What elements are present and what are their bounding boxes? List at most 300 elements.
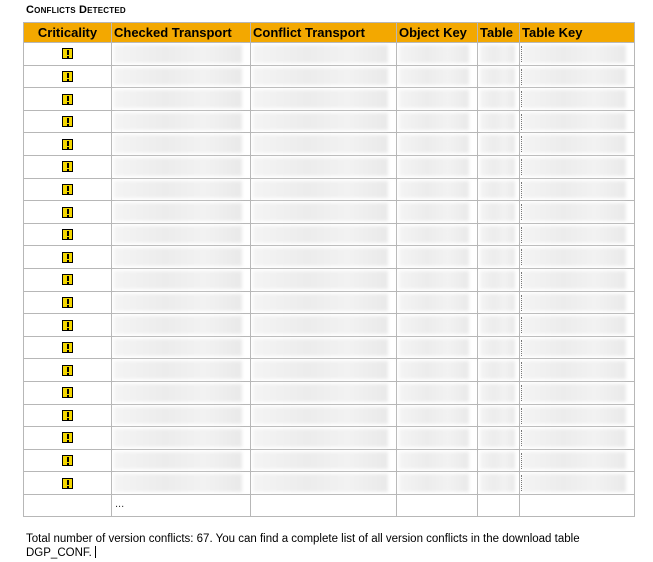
conflict-transport-cell: [251, 246, 397, 269]
object-key-cell: [397, 246, 478, 269]
empty-cell: [520, 494, 635, 517]
dotted-separator: [521, 272, 523, 288]
conflict-transport-cell: [251, 291, 397, 314]
criticality-cell: [24, 110, 112, 133]
checked-transport-cell: [112, 427, 251, 450]
table-row[interactable]: [24, 336, 635, 359]
table-header-row: [24, 23, 635, 43]
empty-cell: [24, 494, 112, 517]
redacted-value: [480, 226, 515, 244]
dotted-separator: [521, 204, 523, 220]
table-row[interactable]: [24, 314, 635, 337]
object-key-cell: [397, 427, 478, 450]
redacted-value: [253, 181, 388, 199]
criticality-cell: [24, 359, 112, 382]
criticality-cell: [24, 381, 112, 404]
object-key-cell: [397, 268, 478, 291]
dotted-separator: [521, 136, 523, 152]
conflict-transport-cell: [251, 359, 397, 382]
object-key-cell: [397, 359, 478, 382]
checked-transport-cell: [112, 449, 251, 472]
redacted-value: [114, 203, 242, 221]
table-row[interactable]: [24, 246, 635, 269]
object-key-cell: [397, 449, 478, 472]
criticality-cell: [24, 336, 112, 359]
redacted-value: [114, 181, 242, 199]
conflict-transport-cell: [251, 43, 397, 66]
redacted-value: [480, 384, 515, 402]
redacted-value: [114, 113, 242, 131]
dotted-separator: [521, 182, 523, 198]
conflict-summary: [26, 533, 616, 560]
redacted-value: [399, 294, 469, 312]
table-cell: [478, 43, 520, 66]
redacted-value: [399, 45, 469, 63]
checked-transport-cell: [112, 359, 251, 382]
criticality-cell: [24, 223, 112, 246]
column-header-table-key[interactable]: Table Key: [520, 23, 635, 43]
warning-icon: [62, 184, 73, 195]
column-header-checked-transport[interactable]: Checked Transport: [112, 23, 251, 43]
conflict-transport-cell: [251, 223, 397, 246]
object-key-cell: [397, 65, 478, 88]
criticality-cell: [24, 268, 112, 291]
table-row[interactable]: [24, 472, 635, 495]
table-cell: [478, 223, 520, 246]
redacted-value: [253, 429, 388, 447]
checked-transport-cell: [112, 246, 251, 269]
object-key-cell: [397, 223, 478, 246]
conflicts-table: [23, 22, 635, 517]
table-key-cell: [520, 201, 635, 224]
redacted-value: [522, 203, 626, 221]
table-cell: [478, 201, 520, 224]
criticality-cell: [24, 133, 112, 156]
table-cell: [478, 359, 520, 382]
table-key-cell: [520, 314, 635, 337]
checked-transport-cell: [112, 268, 251, 291]
warning-icon: [62, 297, 73, 308]
dotted-separator: [521, 114, 523, 130]
table-key-cell: [520, 336, 635, 359]
redacted-value: [480, 294, 515, 312]
checked-transport-cell: [112, 65, 251, 88]
redacted-value: [399, 113, 469, 131]
redacted-value: [253, 203, 388, 221]
redacted-value: [480, 181, 515, 199]
checked-transport-cell: [112, 472, 251, 495]
redacted-value: [399, 339, 469, 357]
redacted-value: [114, 158, 242, 176]
warning-icon: [62, 410, 73, 421]
table-row[interactable]: [24, 381, 635, 404]
conflict-transport-cell: [251, 155, 397, 178]
redacted-value: [522, 181, 626, 199]
more-rows-cell: [112, 494, 251, 517]
dotted-separator: [521, 69, 523, 85]
table-cell: [478, 427, 520, 450]
redacted-value: [253, 158, 388, 176]
redacted-value: [480, 429, 515, 447]
redacted-value: [114, 90, 242, 108]
empty-cell: [478, 494, 520, 517]
warning-icon: [62, 274, 73, 285]
redacted-value: [399, 248, 469, 266]
conflict-transport-cell: [251, 268, 397, 291]
criticality-cell: [24, 449, 112, 472]
dotted-separator: [521, 430, 523, 446]
warning-icon: [62, 71, 73, 82]
conflict-transport-cell: [251, 336, 397, 359]
criticality-cell: [24, 472, 112, 495]
redacted-value: [399, 90, 469, 108]
redacted-value: [399, 68, 469, 86]
checked-transport-cell: [112, 223, 251, 246]
redacted-value: [522, 158, 626, 176]
redacted-value: [522, 452, 626, 470]
criticality-cell: [24, 65, 112, 88]
redacted-value: [480, 248, 515, 266]
checked-transport-cell: [112, 404, 251, 427]
object-key-cell: [397, 314, 478, 337]
redacted-value: [114, 68, 242, 86]
object-key-cell: [397, 43, 478, 66]
empty-cell: [397, 494, 478, 517]
redacted-value: [114, 248, 242, 266]
redacted-value: [480, 271, 515, 289]
conflict-transport-cell: [251, 201, 397, 224]
table-cell: [478, 472, 520, 495]
redacted-value: [399, 181, 469, 199]
warning-icon: [62, 320, 73, 331]
conflict-transport-cell: [251, 404, 397, 427]
object-key-cell: [397, 155, 478, 178]
conflict-transport-cell: [251, 133, 397, 156]
object-key-cell: [397, 472, 478, 495]
redacted-value: [399, 226, 469, 244]
warning-icon: [62, 48, 73, 59]
conflict-transport-cell: [251, 472, 397, 495]
warning-icon: [62, 432, 73, 443]
conflict-transport-cell: [251, 314, 397, 337]
redacted-value: [480, 113, 515, 131]
redacted-value: [253, 339, 388, 357]
conflict-summary-text: Total number of version conflicts: 67. You can find a complete list of all version conflicts in the download table DGP_CONF.: [26, 533, 580, 559]
column-header-object-key[interactable]: Object Key: [397, 23, 478, 43]
table-cell: [478, 314, 520, 337]
table-key-cell: [520, 88, 635, 111]
conflict-transport-cell: [251, 110, 397, 133]
redacted-value: [253, 90, 388, 108]
object-key-cell: [397, 404, 478, 427]
table-key-cell: [520, 427, 635, 450]
dotted-separator: [521, 340, 523, 356]
table-row[interactable]: [24, 88, 635, 111]
table-row[interactable]: [24, 268, 635, 291]
table-row[interactable]: [24, 110, 635, 133]
redacted-value: [114, 135, 242, 153]
redacted-value: [480, 90, 515, 108]
redacted-value: [399, 361, 469, 379]
redacted-value: [253, 271, 388, 289]
table-row[interactable]: [24, 359, 635, 382]
table-cell: [478, 381, 520, 404]
table-row[interactable]: [24, 133, 635, 156]
table-key-cell: [520, 43, 635, 66]
redacted-value: [399, 158, 469, 176]
checked-transport-cell: [112, 314, 251, 337]
redacted-value: [522, 135, 626, 153]
dotted-separator: [521, 46, 523, 62]
object-key-cell: [397, 201, 478, 224]
table-row[interactable]: [24, 427, 635, 450]
redacted-value: [522, 248, 626, 266]
object-key-cell: [397, 336, 478, 359]
redacted-value: [253, 113, 388, 131]
dotted-separator: [521, 295, 523, 311]
table-cell: [478, 291, 520, 314]
object-key-cell: [397, 110, 478, 133]
warning-icon: [62, 455, 73, 466]
conflict-transport-cell: [251, 178, 397, 201]
object-key-cell: [397, 381, 478, 404]
redacted-value: [114, 429, 242, 447]
redacted-value: [253, 316, 388, 334]
dotted-separator: [521, 475, 523, 491]
redacted-value: [480, 135, 515, 153]
redacted-value: [480, 407, 515, 425]
redacted-value: [522, 474, 626, 492]
checked-transport-cell: [112, 43, 251, 66]
table-cell: [478, 178, 520, 201]
checked-transport-cell: [112, 88, 251, 111]
object-key-cell: [397, 133, 478, 156]
criticality-cell: [24, 246, 112, 269]
checked-transport-cell: [112, 133, 251, 156]
table-row[interactable]: [24, 223, 635, 246]
table-key-cell: [520, 449, 635, 472]
more-rows-ellipsis: ...: [115, 497, 125, 510]
redacted-value: [522, 316, 626, 334]
warning-icon: [62, 478, 73, 489]
warning-icon: [62, 207, 73, 218]
table-cell: [478, 88, 520, 111]
redacted-value: [253, 135, 388, 153]
table-cell: [478, 110, 520, 133]
dotted-separator: [521, 249, 523, 265]
table-key-cell: [520, 246, 635, 269]
table-row[interactable]: [24, 178, 635, 201]
table-row[interactable]: [24, 201, 635, 224]
redacted-value: [114, 452, 242, 470]
criticality-cell: [24, 201, 112, 224]
criticality-cell: [24, 404, 112, 427]
table-row[interactable]: [24, 404, 635, 427]
table-cell: [478, 268, 520, 291]
redacted-value: [114, 407, 242, 425]
redacted-value: [480, 203, 515, 221]
column-header-conflict-transport[interactable]: Conflict Transport: [251, 23, 397, 43]
conflict-transport-cell: [251, 381, 397, 404]
redacted-value: [480, 316, 515, 334]
empty-cell: [251, 494, 397, 517]
redacted-value: [399, 407, 469, 425]
table-cell: [478, 133, 520, 156]
warning-icon: [62, 365, 73, 376]
dotted-separator: [521, 317, 523, 333]
table-row[interactable]: [24, 449, 635, 472]
redacted-value: [522, 429, 626, 447]
checked-transport-cell: [112, 381, 251, 404]
table-key-cell: [520, 110, 635, 133]
redacted-value: [399, 135, 469, 153]
redacted-value: [522, 226, 626, 244]
redacted-value: [253, 226, 388, 244]
redacted-value: [522, 68, 626, 86]
table-cell: [478, 336, 520, 359]
table-cell: [478, 155, 520, 178]
table-key-cell: [520, 404, 635, 427]
redacted-value: [480, 474, 515, 492]
redacted-value: [399, 384, 469, 402]
table-key-cell: [520, 291, 635, 314]
redacted-value: [522, 339, 626, 357]
redacted-value: [399, 203, 469, 221]
table-key-cell: [520, 472, 635, 495]
table-row[interactable]: [24, 43, 635, 66]
redacted-value: [253, 407, 388, 425]
criticality-cell: [24, 291, 112, 314]
conflict-transport-cell: [251, 65, 397, 88]
redacted-value: [480, 361, 515, 379]
criticality-cell: [24, 314, 112, 337]
redacted-value: [522, 294, 626, 312]
table-key-cell: [520, 381, 635, 404]
text-cursor: [95, 546, 96, 558]
dotted-separator: [521, 362, 523, 378]
table-key-cell: [520, 268, 635, 291]
redacted-value: [480, 339, 515, 357]
table-key-cell: [520, 133, 635, 156]
conflict-transport-cell: [251, 427, 397, 450]
redacted-value: [480, 68, 515, 86]
conflict-transport-cell: [251, 88, 397, 111]
column-header-table[interactable]: Table: [478, 23, 520, 43]
checked-transport-cell: [112, 110, 251, 133]
redacted-value: [480, 452, 515, 470]
redacted-value: [114, 45, 242, 63]
table-key-cell: [520, 178, 635, 201]
warning-icon: [62, 139, 73, 150]
redacted-value: [522, 384, 626, 402]
table-key-cell: [520, 223, 635, 246]
redacted-value: [114, 361, 242, 379]
dotted-separator: [521, 453, 523, 469]
section-title: Conflicts Detected: [26, 4, 126, 16]
table-row[interactable]: [24, 65, 635, 88]
redacted-value: [253, 248, 388, 266]
table-key-cell: [520, 359, 635, 382]
checked-transport-cell: [112, 336, 251, 359]
redacted-value: [399, 271, 469, 289]
redacted-value: [114, 339, 242, 357]
warning-icon: [62, 342, 73, 353]
redacted-value: [114, 271, 242, 289]
criticality-cell: [24, 155, 112, 178]
table-row[interactable]: [24, 155, 635, 178]
redacted-value: [522, 113, 626, 131]
redacted-value: [114, 294, 242, 312]
criticality-cell: [24, 88, 112, 111]
redacted-value: [480, 158, 515, 176]
table-cell: [478, 246, 520, 269]
redacted-value: [399, 316, 469, 334]
redacted-value: [253, 452, 388, 470]
checked-transport-cell: [112, 178, 251, 201]
warning-icon: [62, 116, 73, 127]
redacted-value: [399, 452, 469, 470]
criticality-cell: [24, 43, 112, 66]
object-key-cell: [397, 291, 478, 314]
table-key-cell: [520, 65, 635, 88]
checked-transport-cell: [112, 291, 251, 314]
warning-icon: [62, 229, 73, 240]
redacted-value: [399, 474, 469, 492]
criticality-cell: [24, 178, 112, 201]
redacted-value: [522, 361, 626, 379]
dotted-separator: [521, 159, 523, 175]
dotted-separator: [521, 385, 523, 401]
checked-transport-cell: [112, 201, 251, 224]
redacted-value: [253, 474, 388, 492]
dotted-separator: [521, 227, 523, 243]
redacted-value: [253, 45, 388, 63]
redacted-value: [114, 474, 242, 492]
warning-icon: [62, 94, 73, 105]
checked-transport-cell: [112, 155, 251, 178]
redacted-value: [114, 316, 242, 334]
object-key-cell: [397, 88, 478, 111]
conflict-transport-cell: [251, 449, 397, 472]
redacted-value: [253, 68, 388, 86]
table-cell: [478, 65, 520, 88]
redacted-value: [522, 45, 626, 63]
dotted-separator: [521, 91, 523, 107]
warning-icon: [62, 387, 73, 398]
table-key-cell: [520, 155, 635, 178]
warning-icon: [62, 252, 73, 263]
redacted-value: [399, 429, 469, 447]
object-key-cell: [397, 178, 478, 201]
redacted-value: [253, 384, 388, 402]
criticality-cell: [24, 427, 112, 450]
redacted-value: [522, 271, 626, 289]
warning-icon: [62, 161, 73, 172]
redacted-value: [114, 384, 242, 402]
table-cell: [478, 404, 520, 427]
redacted-value: [522, 407, 626, 425]
more-rows-indicator-row: [24, 494, 635, 517]
redacted-value: [114, 226, 242, 244]
column-header-criticality[interactable]: Criticality: [24, 23, 112, 43]
dotted-separator: [521, 408, 523, 424]
table-cell: [478, 449, 520, 472]
redacted-value: [522, 90, 626, 108]
redacted-value: [253, 294, 388, 312]
redacted-value: [480, 45, 515, 63]
table-row[interactable]: [24, 291, 635, 314]
redacted-value: [253, 361, 388, 379]
